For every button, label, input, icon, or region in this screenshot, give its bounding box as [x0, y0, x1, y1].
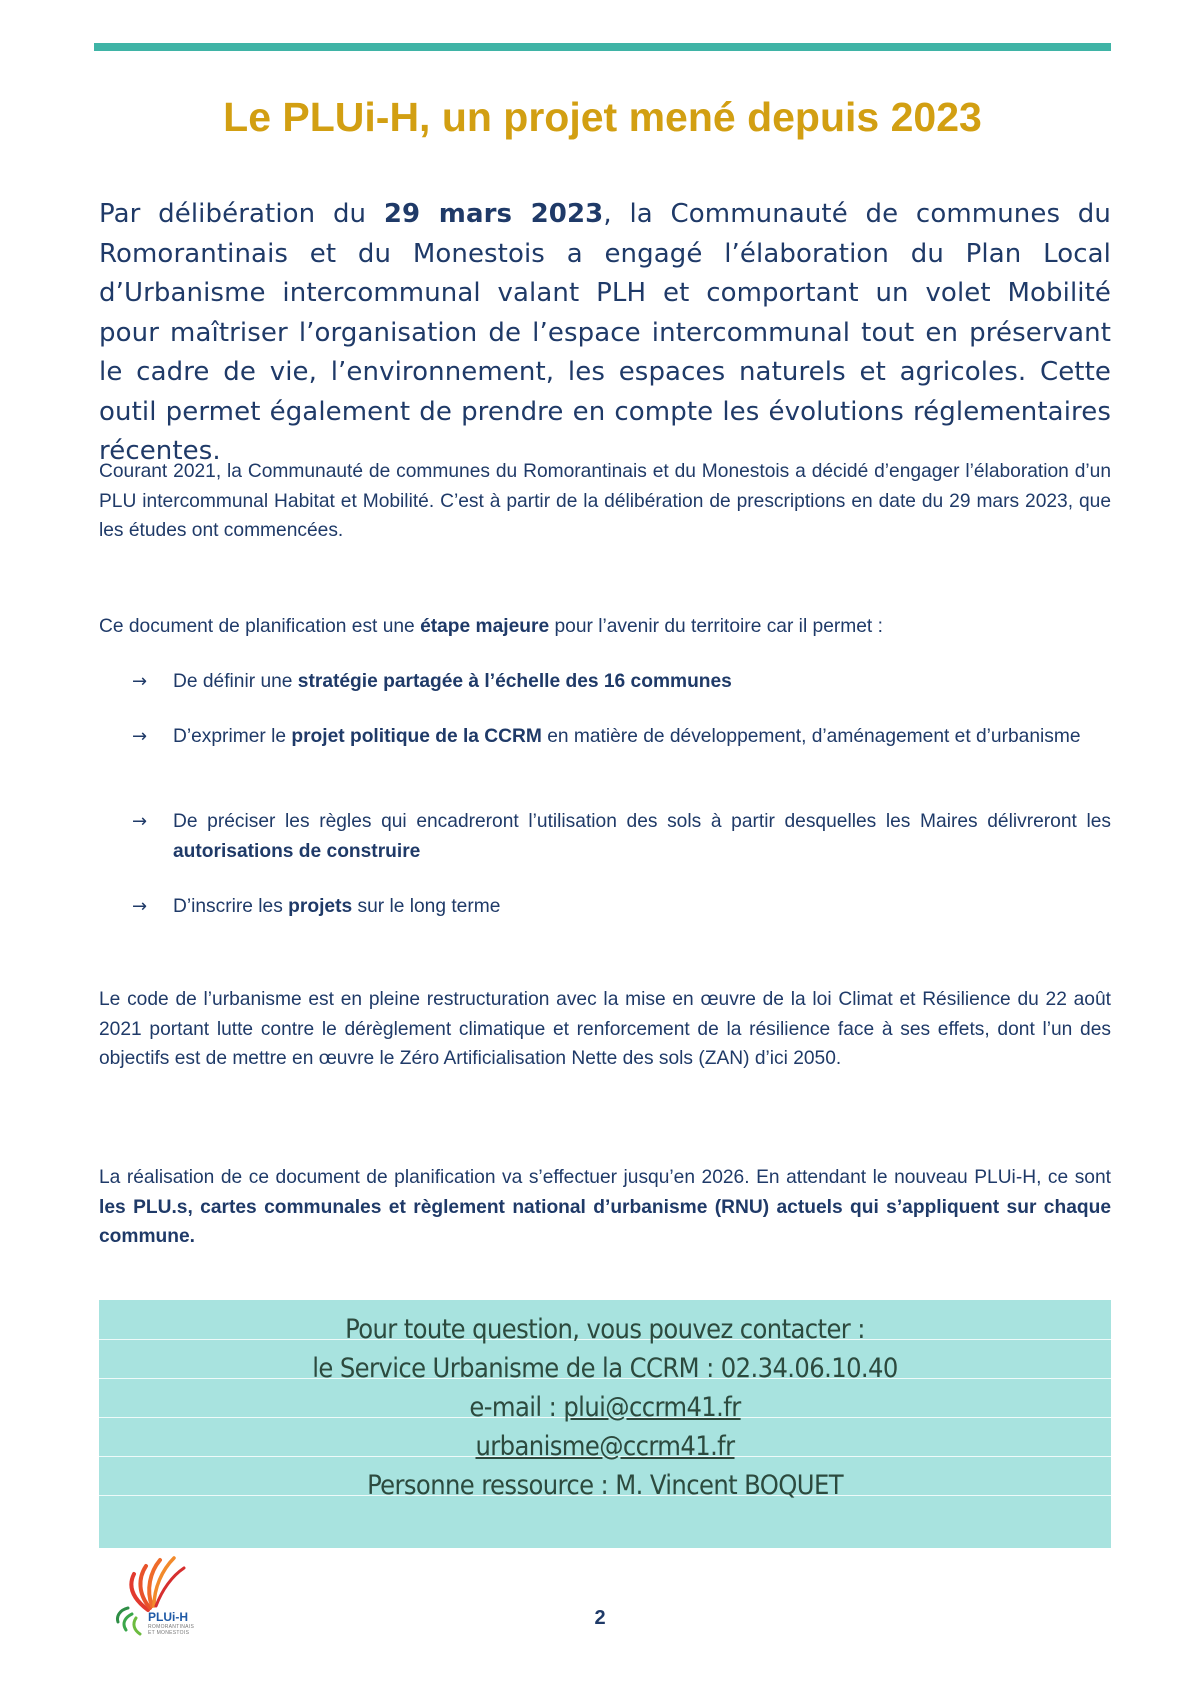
- page-number: 2: [594, 1607, 606, 1629]
- arrow-icon: →: [132, 811, 148, 832]
- contact-email-line-2: [99, 1427, 1111, 1466]
- list-item-bold: projet politique de la CCRM: [291, 726, 542, 747]
- header-rule: [94, 43, 1111, 51]
- plui-h-logo: [112, 1548, 216, 1638]
- list-item-bold: stratégie partagée à l’échelle des 16 communes: [297, 671, 732, 692]
- timeline-paragraph: [99, 1163, 1111, 1252]
- timeline-text: La réalisation de ce document de planification va s’effectuer jusqu’en 2026. En attendant le nouveau PLUi-H, ce sont: [99, 1167, 1111, 1188]
- page-title: Le PLUi-H, un projet mené depuis 2023: [223, 94, 982, 140]
- arrow-icon: →: [132, 896, 148, 917]
- list-item-bold: projets: [288, 896, 353, 917]
- list-item-text: [173, 722, 1111, 752]
- list-item-text: [173, 807, 1111, 866]
- logo-name: PLUi-H: [148, 1610, 188, 1624]
- lead-text-1: Par délibération du: [99, 199, 384, 229]
- contact-service: le Service Urbanisme de la CCRM : 02.34.06.10.40: [312, 1353, 898, 1384]
- email-link-plui[interactable]: plui@ccrm41.fr: [563, 1392, 741, 1423]
- logo-subtitle-2: ET MONESTOIS: [148, 1630, 190, 1636]
- contact-person: Personne ressource : M. Vincent BOQUET: [367, 1470, 843, 1501]
- contact-lines: [99, 1310, 1111, 1505]
- contact-email-line: [99, 1388, 1111, 1427]
- intro-text-2: pour l’avenir du territoire car il permet :: [549, 616, 883, 637]
- contact-box: [99, 1300, 1111, 1548]
- list-item-text: [173, 667, 1111, 697]
- list-item-text-2: sur le long terme: [352, 896, 501, 917]
- list-item-text-1: D’inscrire les: [173, 896, 289, 917]
- email-link-urbanisme[interactable]: urbanisme@ccrm41.fr: [475, 1431, 735, 1462]
- list-item-bold: autorisations de construire: [173, 840, 421, 862]
- timeline-bold: les PLU.s, cartes communales et règlement national d’urbanisme (RNU) actuels qui s’appliquent sur chaque commune.: [99, 1196, 1111, 1247]
- list-item-text-1: D’exprimer le: [173, 726, 292, 747]
- list-item-text-1: De définir une: [173, 671, 298, 692]
- lead-text-2: , la Communauté de communes du Romorantinais et du Monestois a engagé l’élaboration du Plan Local d’Urbanisme intercommunal valant PLH et comportant un volet Mobilité pour maîtriser l’organisation de l’espace intercommunal tout en préservant le cadre de vie, l’environnement, les espaces naturels et agricoles. Cette outil permet également de prendre en compte les évolutions réglementaires récentes.: [99, 199, 1111, 466]
- list-item: [132, 807, 1111, 866]
- arrow-icon: →: [132, 671, 148, 692]
- list-item-text-2: en matière de développement, d’aménagement et d’urbanisme: [541, 726, 1081, 747]
- logo-subtitle-1: ROMORANTINAIS: [148, 1624, 195, 1630]
- list-item: [132, 892, 1111, 922]
- lead-paragraph: [99, 195, 1111, 472]
- intro-bold: étape majeure: [420, 616, 550, 637]
- intro-text-1: Ce document de planification est une: [99, 616, 421, 637]
- lead-date: 29 mars 2023: [383, 199, 604, 229]
- list-item: [132, 722, 1111, 752]
- contact-intro: Pour toute question, vous pouvez contacter :: [345, 1314, 865, 1345]
- list-item-text: [173, 892, 1111, 922]
- arrow-icon: →: [132, 726, 148, 747]
- email-label: e-mail :: [469, 1392, 564, 1423]
- intro-paragraph: [99, 612, 1111, 642]
- climate-paragraph: Le code de l’urbanisme est en pleine restructuration avec la mise en œuvre de la loi Climat et Résilience du 22 août 2021 portant lutte contre le dérèglement climatique et renforcement de la résilience face à ses effets, dont l’un des objectifs est de mettre en œuvre le Zéro Artificialisation Nette des sols (ZAN) d’ici 2050.: [99, 989, 1111, 1069]
- list-item: [132, 667, 1111, 697]
- history-paragraph: Courant 2021, la Communauté de communes du Romorantinais et du Monestois a décidé d’engager l’élaboration d’un PLU intercommunal Habitat et Mobilité. C’est à partir de la délibération de prescriptions en date du 29 mars 2023, que les études ont commencées.: [99, 461, 1111, 541]
- list-item-text-1: De préciser les règles qui encadreront l’utilisation des sols à partir desquelles les Maires délivreront les: [173, 811, 1111, 832]
